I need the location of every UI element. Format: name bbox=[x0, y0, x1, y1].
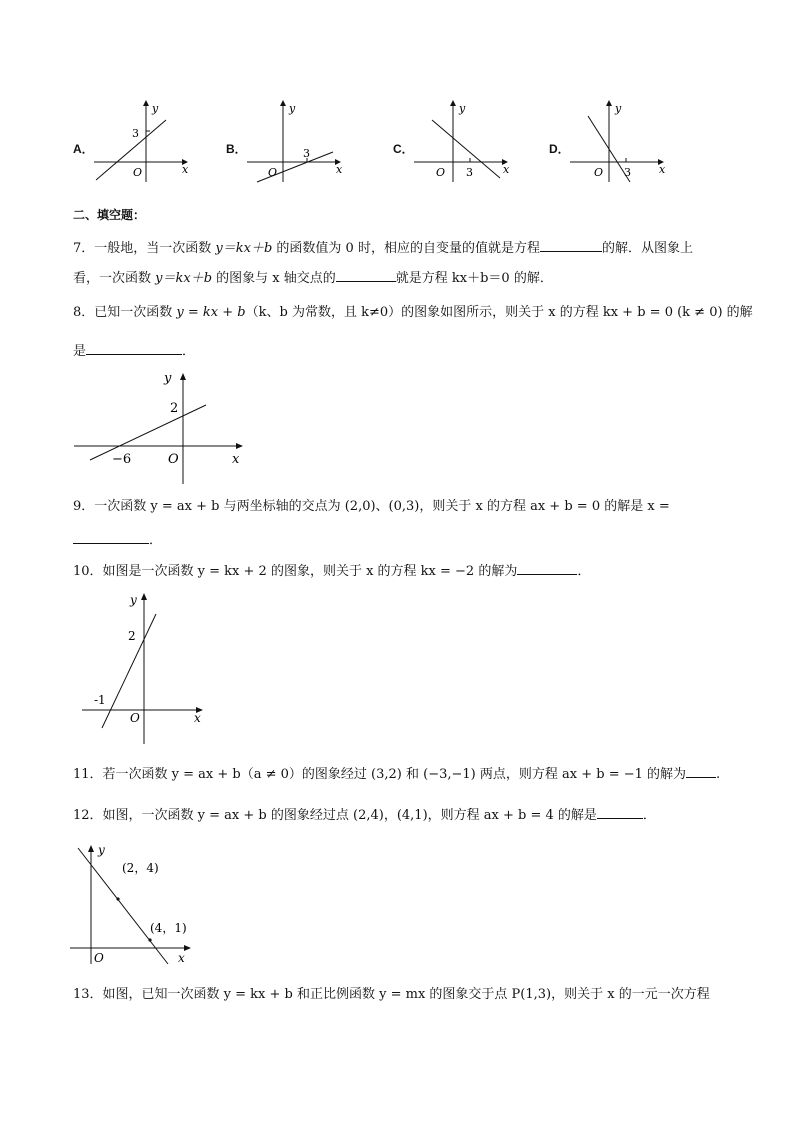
y-axis-label: y bbox=[130, 593, 137, 607]
option-a-label: A． bbox=[73, 142, 94, 156]
y-axis-label: y bbox=[289, 102, 296, 115]
question-7-line-2 bbox=[73, 268, 553, 288]
origin-label: O bbox=[133, 166, 143, 179]
option-b-graph bbox=[243, 98, 353, 184]
y-axis-label: y bbox=[615, 102, 622, 115]
q7-expression: y＝kx＋b bbox=[155, 271, 213, 286]
question-7-line-1 bbox=[73, 238, 693, 258]
option-c-graph bbox=[410, 98, 520, 184]
q12-text: 12．如图，一次函数 y = ax + b 的图象经过点 (2,4)，(4,1)，则方程 ax + b = 4 的解是 bbox=[73, 808, 597, 823]
q11-text: 11．若一次函数 y = ax + b（a ≠ 0）的图象经过 (3,2) 和 (−3,−1) 两点，则方程 ax + b = −1 的解为 bbox=[73, 767, 687, 782]
question-8-line-1 bbox=[73, 304, 753, 322]
x-axis-label: x bbox=[503, 163, 510, 176]
q8-text: 8．已知一次函数 bbox=[73, 305, 177, 320]
option-a-graph bbox=[90, 98, 200, 184]
q7-text: 的解．从图象上 bbox=[601, 241, 693, 256]
y-axis-label: y bbox=[164, 371, 172, 386]
q7-text: 的函数值为 0 时，相应的自变量的值就是方程 bbox=[272, 241, 540, 256]
question-9-line-1: 9．一次函数 y = ax + b 与两坐标轴的交点为 (2,0)、(0,3)，则关于 x 的方程 ax + b = 0 的解是 x = bbox=[73, 499, 670, 514]
y-axis-label: y bbox=[98, 843, 105, 857]
y-intercept-label: 2 bbox=[128, 629, 136, 643]
q7-text: 的图象与 x 轴交点的 bbox=[212, 271, 336, 286]
q7-expression: y＝kx＋b bbox=[215, 241, 273, 256]
question-8-line-2 bbox=[73, 341, 195, 361]
q10-text: 10．如图是一次函数 y = kx + 2 的图象，则关于 x 的方程 kx = −2 的解为 bbox=[73, 564, 518, 579]
option-d-graph bbox=[566, 98, 676, 184]
q7-text: 7．一般地，当一次函数 bbox=[73, 241, 216, 256]
q12-graph bbox=[68, 842, 198, 966]
origin-label: O bbox=[268, 166, 278, 179]
y-intercept-label: 2 bbox=[170, 401, 179, 416]
q7-text: 看，一次函数 bbox=[73, 271, 156, 286]
q8-expression: y = kx + b bbox=[176, 305, 246, 320]
option-b-label: B． bbox=[226, 142, 247, 156]
q9-period: ． bbox=[149, 533, 163, 548]
q8-text: 是 bbox=[73, 344, 87, 359]
tick-label: 3 bbox=[466, 166, 473, 179]
origin-label: O bbox=[436, 166, 446, 179]
x-intercept-label: -1 bbox=[94, 693, 106, 707]
q9-answer-blank[interactable] bbox=[73, 530, 149, 544]
point-2-label: (4，1) bbox=[150, 921, 187, 935]
question-9-line-2 bbox=[73, 530, 162, 550]
q8-text: （k、b 为常数，且 k≠0）的图象如图所示，则关于 x 的方程 kx + b = 0 (k ≠ 0) 的解 bbox=[245, 305, 753, 320]
point-1-label: (2，4) bbox=[122, 861, 159, 875]
q7-text: 就是方程 kx＋b＝0 的解． bbox=[395, 271, 553, 286]
q12-period: ． bbox=[642, 808, 656, 823]
question-10-line-1 bbox=[73, 561, 590, 581]
x-axis-label: x bbox=[194, 711, 201, 725]
q12-answer-blank[interactable] bbox=[597, 805, 643, 819]
x-axis-label: x bbox=[178, 951, 185, 965]
q11-answer-blank[interactable] bbox=[686, 764, 716, 778]
q10-answer-blank[interactable] bbox=[517, 561, 577, 575]
q10-period: ． bbox=[577, 564, 591, 579]
y-axis-label: y bbox=[152, 102, 159, 115]
q8-graph bbox=[70, 368, 250, 486]
q11-period: . bbox=[716, 767, 721, 782]
q7-answer-blank-1[interactable] bbox=[540, 238, 602, 252]
origin-label: O bbox=[130, 711, 140, 725]
origin-label: O bbox=[168, 452, 179, 467]
section-title: 二、填空题： bbox=[73, 208, 146, 222]
question-13-line-1: 13．如图，已知一次函数 y = kx + b 和正比例函数 y = mx 的图象交于点 P(1,3)，则关于 x 的一元一次方程 bbox=[73, 987, 710, 1002]
question-11-line-1 bbox=[73, 764, 720, 784]
tick-label: 3 bbox=[303, 147, 310, 160]
x-axis-label: x bbox=[232, 452, 240, 467]
q10-graph bbox=[80, 590, 210, 746]
q8-period: ． bbox=[182, 344, 196, 359]
q7-answer-blank-2[interactable] bbox=[336, 268, 396, 282]
option-c-label: C． bbox=[393, 142, 414, 156]
q8-answer-blank[interactable] bbox=[86, 341, 182, 355]
origin-label: O bbox=[594, 166, 604, 179]
option-d-label: D． bbox=[549, 142, 570, 156]
question-12-line-1 bbox=[73, 805, 656, 825]
y-axis-label: y bbox=[459, 102, 466, 115]
tick-label: 3 bbox=[132, 127, 139, 140]
x-axis-label: x bbox=[659, 163, 666, 176]
tick-label: 3 bbox=[624, 166, 631, 179]
x-intercept-label: −6 bbox=[112, 452, 132, 467]
origin-label: O bbox=[94, 951, 104, 965]
x-axis-label: x bbox=[336, 163, 343, 176]
x-axis-label: x bbox=[182, 163, 189, 176]
